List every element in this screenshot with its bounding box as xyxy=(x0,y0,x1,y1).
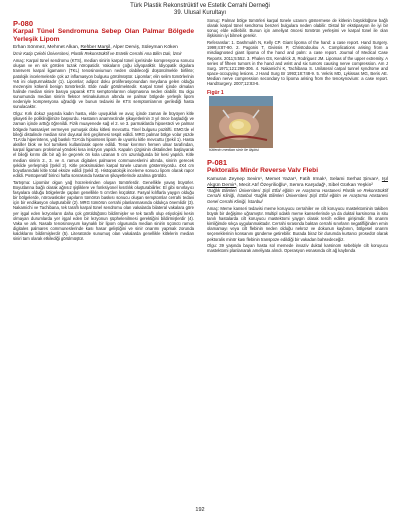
figure-label: Figür 1 xyxy=(207,89,224,96)
surgical-photo-drawing xyxy=(209,96,273,148)
authors: Kamuran Zeynep Sevim¹, Memet Yazar¹, Fatih Irmak¹, Selami Serhat Şirvan¹, xyxy=(207,176,382,182)
abstract-id: P-080 xyxy=(13,19,34,28)
running-header xyxy=(0,0,400,17)
authors-rest: , Mecit Atıf Özeyrilioğlu¹, Semra Karşıdağ¹, Sibel Gürkan Yeşkin² xyxy=(236,182,373,188)
page-number: 192 xyxy=(195,507,205,513)
paragraph-olgu: Olgu: Kırk dokuz yaşında kadın hasta, elde uyuşukluk ve avuç içinde zaman ile büyüyen kitle şikayeti ile polikliniğimize başvurdu. Hastanın anamnezinde şikayetlerinin 3 yıl önce başladığı ve zaman içinde arttığı öğrenildi. Fizik muayenede sağ el 2. ve 3. parmaklarda hipoestezi ve palmar bölgede hassasiyet vermeyen yumuşak doku kitlesi mevcuttu. Tinel bulgusu pozitifti. EMG'de el bileği distalinde median sinir duyusal ileti geçikmesi tespit edildi. MRG palmar bölge volar yüzde T1A'da hiperintens, yağ baskılı T2A'da hipointens lipom ile uyumlu kitle mevcuttu (Şekil 1). Hasta aksiller blok ve kol turnikesi kullanılarak opere edildi. Tenar kıvrımın hemen ulnar tarafından, karpal ligamanı proksimal yöndeki kısa insizyon yapıldı. Kapalın çizgisinin distalinden başlayarak el bileği kırımı dik bir ağ ile geçerek ön kola uzanan 5 cm uzunluğunda bir kesi yapıldı. Kitle median sinirin 2., 3. ve 4. ramus digitales palmares communeslerini altında, sinirin gerecek şekilde yerleşmişti (Şekil 2). Kitle proksimalden karpal tünele uzanım göstermiyordu. 4X4 cm boyutlarındaki kitle total eksize edildi (Şekil 3). Histopatolojik inceleme sonucu lipom olarak rapor edildi. Postoperatif birinci hafta sonrasında hastanın şikayetlerinde azalma görüldü. xyxy=(13,111,194,179)
paragraph-sonuc: Sonuç: Palmar bölge tümörleri karpal tünele uzanım göstermese de kitlenin büyüklüğüne bağlı olarak karpal tünel sendromu benzeri bulgulara neden olabilir. Distal bir ekstipasyon ile iyi bir sonuç elde edilebilir. Bunun için ameliyat öncesi tümörün yerleşimi ve karpal tünel ile olan ilişkisinin iyi bilmek gerekir. xyxy=(207,18,388,39)
authors: Erhan Sönmez, Mehmet Alkan, xyxy=(13,45,81,51)
paragraph-olgu: Olgu: 39 yaşında bayan hasta sol memede invaziv duktal karsinom sebebiyle cilt koruyucu mastektomi planlanarak ameliyata alındı. Operasyon esnasında cilt ağ kaybında xyxy=(207,243,388,254)
affiliation: İzmir Katip Çelebi Üniversitesi, Plastik Rekonstrüktif ve Estetik Cerrahi Ana Bilim Dalı, İzmir xyxy=(13,50,182,56)
surgical-photo xyxy=(209,96,273,148)
references: Referanslar: 1. Dashmukh N, Kelly CP. Giant lipoma of the hand: a case report. Hand Surgery. 1999;4:87-90. 2. Pagonis T, Givissis P, Christodoulou A. Complications arising from a misdiagnosed giant lipoma of the hand and palm: a case report. Journal of Medical Case Reports. 2011;5:552. 3. Phalen GS, Kendrick JI, Rodriguez JM. Lipomas of the upper extremity. A series of fifteen tumors in the hand and wrist and six tumors causing nerve compression. Am J Surg. 1971;121:298-306. 4. Nakamichi K, Tachibana S. Unilateral carpal tunnel syndrome and space-occupying lesions. J Hand Surg Br 1993;18:748-9. 5. Vekris MD, Lykissas MG, Beris AE. Median nerve compression secondary to lipoma arising from the tenosynovium: a case report. HandSurgery. 2007;12:83-6. xyxy=(207,40,388,87)
presenting-author: Işıl Akgün Demir¹ xyxy=(207,176,388,188)
author-list xyxy=(207,177,388,189)
abstract-title: Karpal Tünel Sendromuna Sebep Olan Palmar Bölgede Yerleşik Lipom xyxy=(13,28,194,43)
presenting-author: Rehber Marşil xyxy=(80,45,111,51)
paragraph-amac: Amaç: Meme kanseri tedavisi meme koruyucu cerrahiler ve cilt koruyucu mastektominin takiben büyük bir değişime uğramıştır. Multipl odaklı meme kanserlerinde ya da duktal karsinoma in situ tanılı hastalarda cilt koruyucu mastektomi yaygın olarak tercih edilen girişimdir. İlk onarım kimliğimde sıkça uygulanmaktadır. Cerrahi sırasında baktan cerrahi sınırların negatifliğinden emin olamamayı veya cilt flebinin neden olduğu nekroz ve dokunun kaybının, bölgesel onarım seçeneklerinin konsanını gündeme getirebilir. Burada biraz bir durumda kurtarıcı prosedür olarak pektoralis minör kası flebinin transpoze edildiği bir vakadan bahsedeceğiz. xyxy=(207,205,388,242)
paragraph-amac: Amaç: Karpal tünel sendromu (KTS), median sinirin karpal tünel içerisinde kompresyonu sonucu oluşan ve en sık görülen tuzak nöropatidir. Vakaların çoğu idiyopatiktir. İdiyopatik olgulara transvers karpal ligamanın (TKL) tenosinoviumun neden olabileceği düşünülmekle birlikte; patolojik incelemelerde çok az inflamasyon bulgusu görülmüştür. Lipomlar; elin selim tümörlerinin %5 ini oluşturmaktadır (1). Lipomlar; adipoz doku proliferasyonundan meydana gelen olduğu mezenşim kökenli benign tümörlerdir. Elde nadir görülmektedir. Karpal tünel içinde olmaları halinde median sinire basıya yaparak KTS semptomlarının oluşmasına neden olabilir. Bu olgu sunumunda median sinirin fleksor retinakulumun altında ve palmar bölgede yerleşik lipom nedeniyle kompresyona uğradığı ve bunun tedavisi ile KTS semptomlarının gerilediği hasta sunulacaktır. xyxy=(13,58,194,110)
paragraph-tartisma: Tartışma: Lipomlar olgun yağ hücrelerinden oluşan tümörlerdir. Genellikle yavaş büyürler. Boyutlarına bağlı olarak ağrısız şişliklere ve fonksiyonel kısıtlılık oluşturabilirler. El gibi sınırlayıcı fasyalara olduğu bölgelerde çapları genellikle 5 cm'den küçüktür. Fasyal kılıflarla yaygın olduğu bir bölgelerde, nörovasküler yapıların tümörün baskısı sonucu oluşan semptomlar cerrahi tedavi için bir endikasyon oluşturabilir (2). MRG tümörün cerrahi planlanmasında oldukça önemlidir (3). Nakamichi ve Tachibana, tek taraflı karpal tünel sendromu olan vakalarda bilateral vakalara göre yer işgal eden lezyonların daha çok görüldüğünü bildirmişler ve tek taraflı olup etiyolojisi kesin olmayan durumlarda yer işgal eden bir lezyonun şüphelenilmesi gerektiğini bildirmişlerdir (4). Vaka ve ark. Nasabı tenosinovyum kaynaklı bir lipom olgusunda median sinirin üçüncü ramus digitales palmares communeslerinde kası hasar geliştiğini ve sinir onarımı yapmak zorunda kaldıklarını bildirmişlerdir (5). Literatürde sunumuş olan vakalarda genellikle kitlelerin median siniri tam olarak etkilediği görülmüştür. xyxy=(13,179,194,242)
left-column xyxy=(13,18,194,243)
authors-rest: , Alper Derviş, Süleyman Köken xyxy=(110,45,178,51)
right-column xyxy=(207,18,388,255)
figure-caption: Kitlenin median sinir ile ilişkisi xyxy=(209,147,259,152)
header-congress: 39. Ulusal Kurultayı xyxy=(173,10,227,16)
figure xyxy=(207,90,388,153)
header-society: Türk Plastik Rekonstrüktif ve Estetik Cerrahi Derneği xyxy=(130,3,270,9)
abstract-id: P-081 xyxy=(207,158,228,168)
affiliation: ¹Sağlık Bilimleri Üniversitesi Şişli Etfal eğitim ve Araştırma Hastanesi Plastik ve Rekonstrüktif Cerrahi Kliniği, İstanbul ²Sağlık Bilimleri Üniversitesi Şişli Etfal eğitim ve Araştırma Hastanesi Genel Cerrahi Kliniği, İstanbul xyxy=(207,188,388,204)
abstract-title: Pektoralis Minör Reverse Valv Flebi xyxy=(207,167,319,175)
